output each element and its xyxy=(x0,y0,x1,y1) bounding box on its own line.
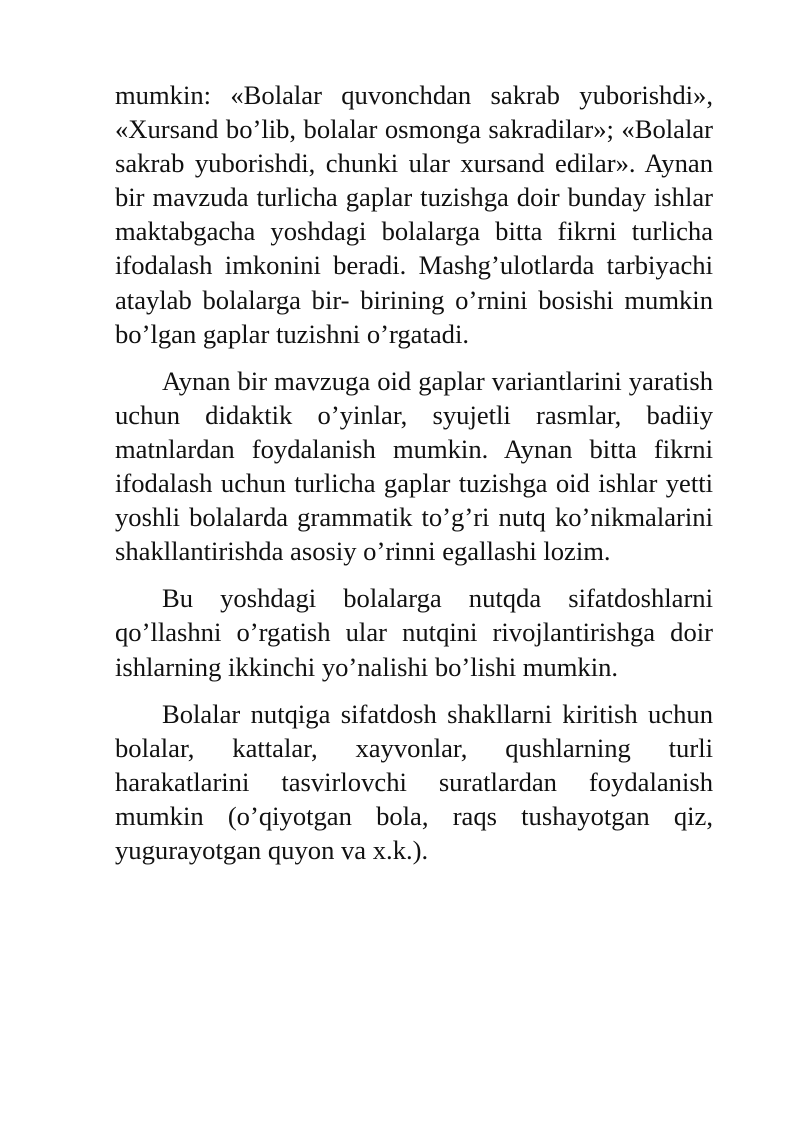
paragraph: Aynan bir mavzuga oid gaplar variantlarini yaratish uchun didaktik o’yinlar, syujetli rasmlar, badiiy matnlardan foydalanish mumkin. Aynan bitta fikrni ifodalash uchun turlicha gaplar tuzishga oid ishlar yetti yoshli bolalarda grammatik to’g’ri nutq ko’nikmalarini shakllantirishda asosiy o’rinni egallashi lozim. xyxy=(115,365,713,567)
paragraph: Bu yoshdagi bolalarga nutqda sifatdoshlarni qo’llashni o’rgatish ular nutqini rivojlantirishga doir ishlarning ikkinchi yo’nalishi bo’lishi mumkin. xyxy=(115,583,713,682)
paragraph-continued: mumkin: «Bolalar quvonchdan sakrab yuborishdi», «Xursand bo’lib, bolalar osmonga sakradilar»; «Bolalar sakrab yuborishdi, chunki ular xursand edilar». Aynan bir mavzuda turlicha gaplar tuzishga doir bunday ishlar maktabgacha yoshdagi bolalarga bitta fikrni turlicha ifodalash imkonini beradi. Mashg’ulotlarda tarbiyachi ataylab bolalarga bir- birining o’rnini bosishi mumkin bo’lgan gaplar tuzishni o’rgatadi. xyxy=(115,80,713,349)
paragraph: Bolalar nutqiga sifatdosh shakllarni kiritish uchun bolalar, kattalar, xayvonlar, qushlarning turli harakatlarini tasvirlovchi suratlardan foydalanish mumkin (o’qiyotgan bola, raqs tushayotgan qiz, yugurayotgan quyon va x.k.). xyxy=(115,698,713,865)
document-page xyxy=(115,78,713,880)
